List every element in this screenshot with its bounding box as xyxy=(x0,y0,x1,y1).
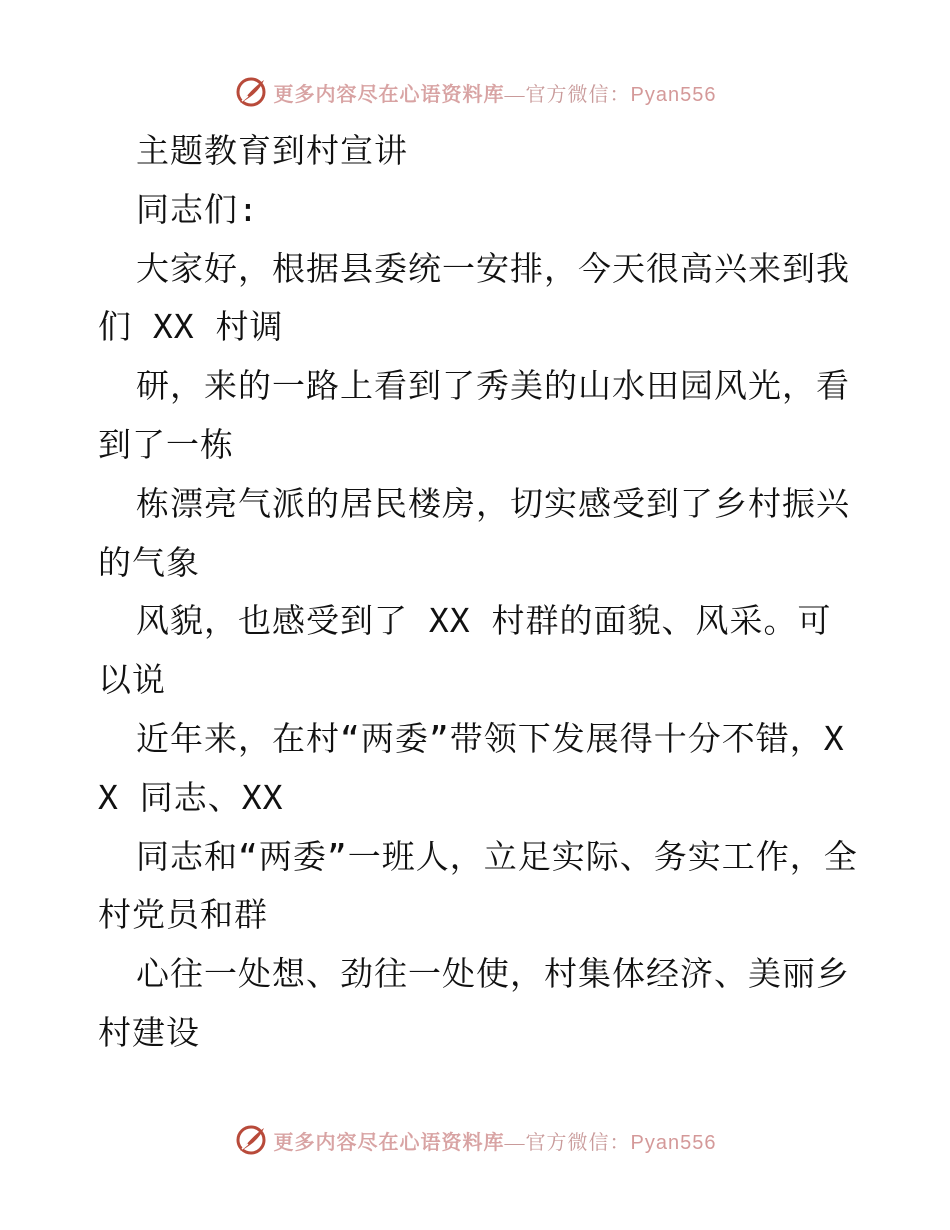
watermark-id: Pyan556 xyxy=(630,1131,717,1154)
watermark-text xyxy=(274,1126,717,1155)
quill-logo-icon xyxy=(234,75,268,109)
watermark-group xyxy=(234,1123,717,1157)
paragraph-line-1: 大家好，根据县委统一安排，今天很高兴来到我们 XX 村调 xyxy=(98,248,850,347)
document-body xyxy=(98,122,858,1063)
watermark-text xyxy=(274,78,717,107)
watermark-sub: —官方微信： xyxy=(504,83,631,106)
salutation: 同志们: xyxy=(136,189,259,229)
paragraph-line-6: 同志和“两委”一班人，立足实际、务实工作，全村党员和群 xyxy=(98,836,858,935)
watermark-sub: —官方微信： xyxy=(504,1131,631,1154)
watermark-group xyxy=(234,75,717,109)
paragraph-line-5: 近年来，在村“两委”带领下发展得十分不错，XX 同志、XX xyxy=(98,718,845,817)
watermark-id: Pyan556 xyxy=(630,83,717,106)
header-watermark xyxy=(0,72,950,112)
footer-watermark xyxy=(0,1120,950,1160)
watermark-main: 更多内容尽在心语资料库 xyxy=(273,1131,505,1154)
document-title: 主题教育到村宣讲 xyxy=(136,131,408,170)
paragraph-line-4: 风貌，也感受到了 XX 村群的面貌、风采。可以说 xyxy=(98,601,832,700)
paragraph-line-7: 心往一处想、劲往一处使，村集体经济、美丽乡村建设 xyxy=(98,954,850,1052)
paragraph-line-3: 栋漂亮气派的居民楼房，切实感受到了乡村振兴的气象 xyxy=(98,483,850,582)
paragraph-line-2: 研，来的一路上看到了秀美的山水田园风光，看到了一栋 xyxy=(98,366,850,464)
watermark-main: 更多内容尽在心语资料库 xyxy=(273,83,505,106)
quill-logo-icon xyxy=(234,1123,268,1157)
